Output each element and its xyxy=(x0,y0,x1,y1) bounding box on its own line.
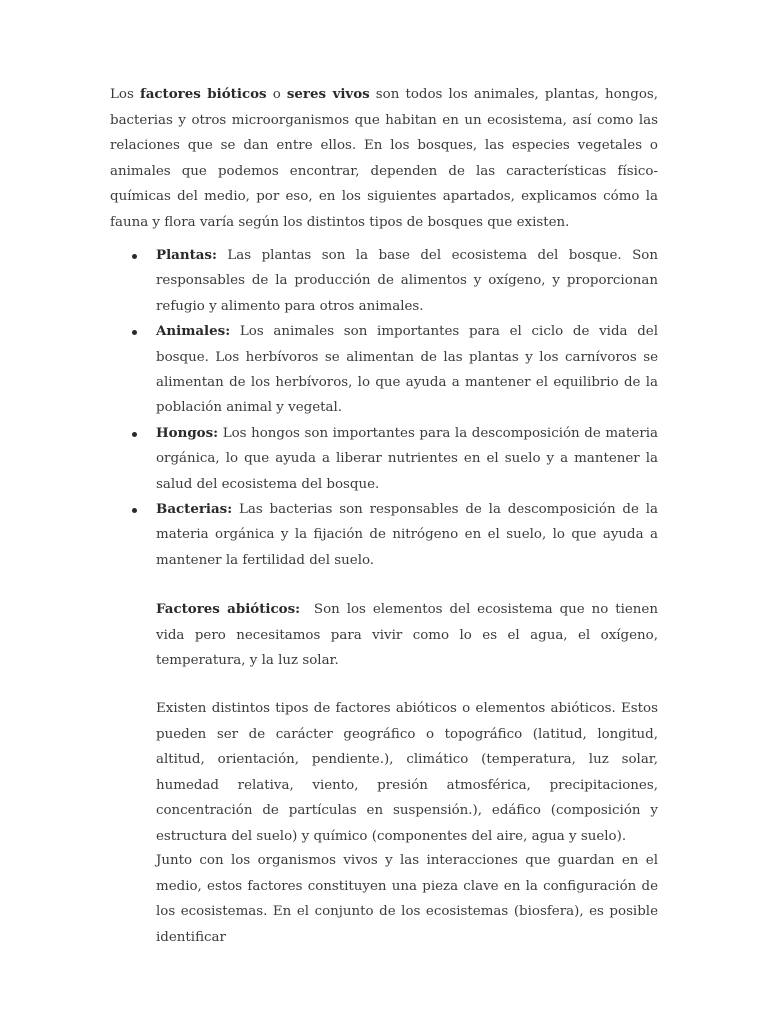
list-item-bacterias xyxy=(156,497,658,573)
intro-paragraph xyxy=(110,82,658,236)
bullet-dot-icon xyxy=(132,508,137,513)
intro-bold-factores-bioticos: factores bióticos xyxy=(139,86,267,102)
list-item-animales xyxy=(156,319,658,421)
intro-bold-seres-vivos: seres vivos xyxy=(286,86,370,102)
list-item-text: Las plantas son la base del ecosistema del bosque. Son responsables de la producción de alimentos y oxígeno, y proporcionan refugio y alimento para otros animales. xyxy=(156,248,658,314)
intro-text-2: o xyxy=(266,87,287,102)
list-item-hongos xyxy=(156,421,658,497)
bullet-dot-icon xyxy=(132,254,137,259)
abiotic-factors-paragraph xyxy=(156,597,663,674)
bullet-dot-icon xyxy=(132,432,137,437)
intro-text-1: Los xyxy=(110,87,140,102)
abiotic-term: Factores abióticos: xyxy=(156,601,301,617)
biotic-factors-list xyxy=(156,243,658,573)
list-item-term: Animales: xyxy=(156,323,231,340)
list-item-term: Plantas: xyxy=(156,247,217,263)
list-item-term: Hongos: xyxy=(156,424,219,441)
list-item-text: Los animales son importantes para el ciclo de vida del bosque. Los herbívoros se alimentan de las plantas y los carnívoros se alimentan de los herbívoros, lo que ayuda a mantener el equilibrio de la población animal y vegetal. xyxy=(156,324,658,416)
ecosystem-paragraph: Junto con los organismos vivos y las interacciones que guardan en el medio, estos factores constituyen una pieza clave en la configuración de los ecosistemas. En el conjunto de los ecosistemas (biosfera), es posible identificar xyxy=(156,853,658,945)
abiotic-types-paragraph: Existen distintos tipos de factores abióticos o elementos abióticos. Estos pueden ser de carácter geográfico o topográfico (latitud, longitud, altitud, orientación, pendiente.), climático (temperatura, luz solar, humedad relativa, viento, presión atmosférica, precipitaciones, concentración de partículas en suspensión.), edáfico (composición y estructura del suelo) y químico (componentes del aire, agua y suelo). xyxy=(156,701,658,844)
abiotic-text: Son los elementos del ecosistema que no tienen vida pero necesitamos para vivir como lo es el agua, el oxígeno, temperatura, y la luz solar. xyxy=(156,602,663,669)
list-item-term: Bacterias: xyxy=(156,501,233,518)
intro-text-3: son todos los animales, plantas, hongos, bacterias y otros microorganismos que habitan en un ecosistema, así como las relaciones que se dan entre ellos. En los bosques, las especies vegetales o animales que podemos encontrar, dependen de las características físico-químicas del medio, por eso, en los siguientes apartados, explicamos cómo la fauna y flora varía según los distintos tipos de bosques que existen. xyxy=(110,87,659,230)
list-item-text: Las bacterias son responsables de la descomposición de la materia orgánica y la fijación de nitrógeno en el suelo, lo que ayuda a mantener la fertilidad del suelo. xyxy=(156,502,658,568)
list-item-plantas xyxy=(156,243,658,319)
bullet-dot-icon xyxy=(132,330,137,335)
list-item-text: Los hongos son importantes para la descomposición de materia orgánica, lo que ayuda a liberar nutrientes en el suelo y a mantener la salud del ecosistema del bosque. xyxy=(156,425,658,492)
